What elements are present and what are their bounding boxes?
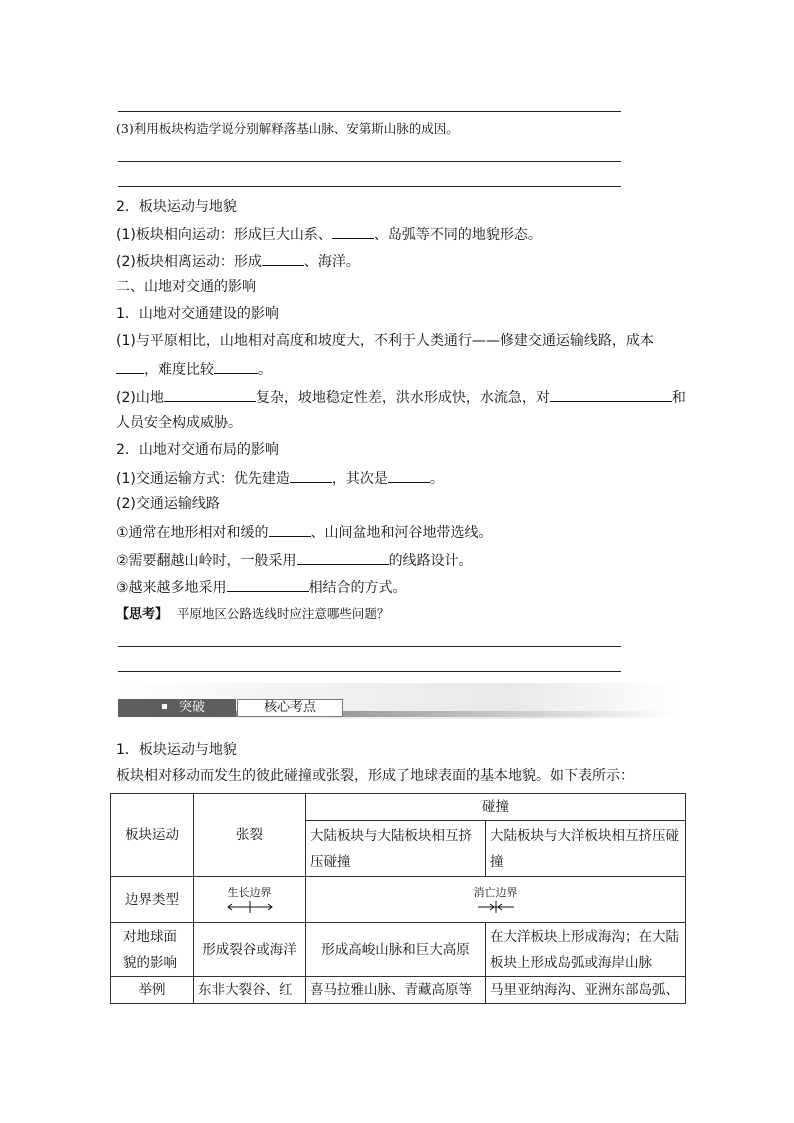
text: 、山间盆地和河谷地带选线。: [310, 525, 493, 541]
growth-boundary-label: 生长边界: [227, 885, 272, 899]
answer-line: [118, 161, 621, 162]
header-continent-continent: 大陆板块与大陆板块相互挤压碰撞: [306, 821, 486, 877]
text: (2)板块相离运动：形成: [116, 254, 262, 270]
fill-blank[interactable]: [388, 468, 430, 483]
destructive-boundary-cell: [306, 877, 686, 923]
part-title: 二、山地对交通的影响: [116, 279, 256, 295]
think-label: 【思考】: [116, 607, 169, 622]
subsection-title: 2．山地对交通布局的影响: [116, 442, 279, 458]
banner-core-points: 核心考点: [237, 699, 343, 717]
header-movement: 板块运动: [111, 794, 194, 877]
effect-continent-continent: 形成高峻山脉和巨大高原: [306, 923, 486, 977]
header-rift: 张裂: [194, 794, 306, 877]
text: 和: [671, 390, 686, 406]
example-rift: 东非大裂谷、红: [194, 977, 306, 1004]
header-collision: 碰撞: [306, 794, 686, 821]
text: 的线路设计。: [388, 553, 473, 569]
text: ①通常在地形相对和缓的: [116, 525, 269, 541]
text: 、岛弧等不同的地貌形态。: [373, 227, 542, 243]
fill-blank[interactable]: [297, 550, 389, 565]
text: 。: [429, 471, 444, 487]
plate-movement-table: [110, 793, 686, 1004]
header-continent-ocean: 大陆板块与大洋板块相互挤压碰撞: [486, 821, 686, 877]
subsection-title: 1．山地对交通建设的影响: [116, 306, 279, 322]
converging-arrows-icon: [476, 900, 516, 914]
text: ，难度比较: [144, 362, 214, 378]
text: (1)交通运输方式：优先建造: [116, 471, 290, 487]
sub1-p1-line2: [116, 359, 272, 379]
question-3: [116, 120, 459, 138]
sub2-c2: [116, 550, 473, 570]
question-text: 利用板块构造学说分别解释落基山脉、安第斯山脉的成因。: [133, 121, 459, 136]
answer-line: [118, 186, 621, 187]
text: 。: [258, 362, 272, 378]
core-intro: 板块相对移动而发生的彼此碰撞或张裂，形成了地球表面的基本地貌。如下表所示：: [116, 768, 634, 784]
row-example: 举例: [111, 977, 194, 1004]
text: (2)山地: [116, 390, 164, 406]
section2-item1: [116, 224, 542, 244]
text: ③越来越多地采用: [116, 580, 227, 596]
growth-boundary-cell: [194, 877, 306, 923]
fill-blank[interactable]: [214, 359, 258, 374]
think-text: 平原地区公路选线时应注意哪些问题？: [176, 606, 390, 621]
text: 复杂，坡地稳定性差，洪水形成快，水流急，对: [255, 390, 550, 406]
sub2-p1: [116, 468, 444, 488]
fill-blank[interactable]: [550, 387, 672, 402]
core-title: 1．板块运动与地貌: [116, 742, 237, 758]
answer-line: [118, 671, 621, 672]
banner-breakthrough: [118, 699, 236, 717]
think-question: [116, 605, 389, 624]
destructive-boundary-label: 消亡边界: [473, 885, 518, 899]
text: ②需要翻越山岭时，一般采用: [116, 553, 297, 569]
row-effect: 对地球面貌的影响: [111, 923, 194, 977]
sub2-c3: [116, 577, 407, 597]
text: 、海洋。: [303, 254, 360, 270]
answer-line: [118, 646, 621, 647]
sub2-p2: (2)交通运输线路: [116, 496, 220, 512]
answer-line: [118, 111, 621, 112]
example-continent-continent: 喜马拉雅山脉、青藏高原等: [306, 977, 486, 1004]
text: ，其次是: [331, 471, 388, 487]
fill-blank[interactable]: [262, 251, 304, 266]
text: (1)板块相向运动：形成巨大山系、: [116, 227, 332, 243]
section2-item2: [116, 251, 360, 271]
effect-rift: 形成裂谷或海洋: [194, 923, 306, 977]
fill-blank[interactable]: [290, 468, 332, 483]
diverging-arrows-icon: [226, 900, 274, 914]
fill-blank[interactable]: [269, 522, 311, 537]
banner-dark-label: 突破: [179, 700, 206, 715]
text: 相结合的方式。: [308, 580, 407, 596]
section-title: 2．板块运动与地貌: [116, 199, 237, 215]
effect-continent-ocean: 在大洋板块上形成海沟；在大陆板块上形成岛弧或海岸山脉: [486, 923, 686, 977]
fill-blank[interactable]: [227, 577, 309, 592]
fill-blank[interactable]: [116, 359, 144, 374]
fill-blank[interactable]: [164, 387, 256, 402]
sub1-p2-line2: 人员安全构成威胁。: [116, 415, 242, 431]
example-continent-ocean: 马里亚纳海沟、亚洲东部岛弧、: [486, 977, 686, 1004]
sub1-p1-line1: (1)与平原相比，山地相对高度和坡度大，不利于人类通行——修建交通运输线路，成本: [116, 333, 654, 349]
question-number: (3): [116, 121, 134, 136]
sub2-c1: [116, 522, 493, 542]
square-icon: [162, 704, 167, 709]
row-boundary: 边界类型: [111, 877, 194, 923]
fill-blank[interactable]: [332, 224, 374, 239]
sub1-p2-line1: [116, 387, 686, 407]
